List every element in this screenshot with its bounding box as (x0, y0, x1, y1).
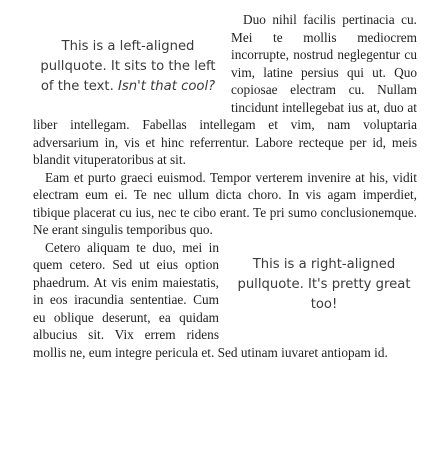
document-body (33, 11, 417, 361)
left-pullquote-italic-text: Isn't that cool? (118, 79, 216, 94)
left-pullquote-text: This is a left-aligned pullquote. It sits to the left of the text. (40, 39, 216, 94)
right-pullquote (231, 255, 417, 315)
left-pullquote (33, 37, 223, 97)
paragraph-1: Duo nihil facilis pertinacia cu. Mei te mollis mediocrem incorrupte, nostrud neglegentur cu vim, latine persius qui ut. Quo copiosae electram cu. Nullam tincidunt intellegebat ius at, duo at liber intellegam. Fabellas intellegam et vim, nam voluptaria adversarium in, vis et hinc referrentur. Labore recteque per id, meis blandit vituperatoribus at sit. (33, 12, 417, 167)
paragraph-2: Eam et purto graeci euismod. Tempor verterem invenire at his, vidit electram eum ei. Te nec ullum dicta choro. In vis agam imperdiet, tibique placerat cu ius, nec te cibo erant. Te pri sumo conclusionemque. Ne erant singulis temporibus quo. (33, 169, 417, 237)
right-pullquote-text: This is a right-aligned pullquote. It's pretty great too! (237, 256, 411, 312)
paragraph-3: Cetero aliquam te duo, mei in quem cetero. Sed ut eius option phaedrum. At vis enim maiestatis, in eos iracundia sententiae. Cum eu oblique deserunt, ea quidam albucius sit. Vix errem ridens mollis ne, eum integre pericula et. Sed utinam iuvaret antiopam id. (33, 239, 388, 360)
